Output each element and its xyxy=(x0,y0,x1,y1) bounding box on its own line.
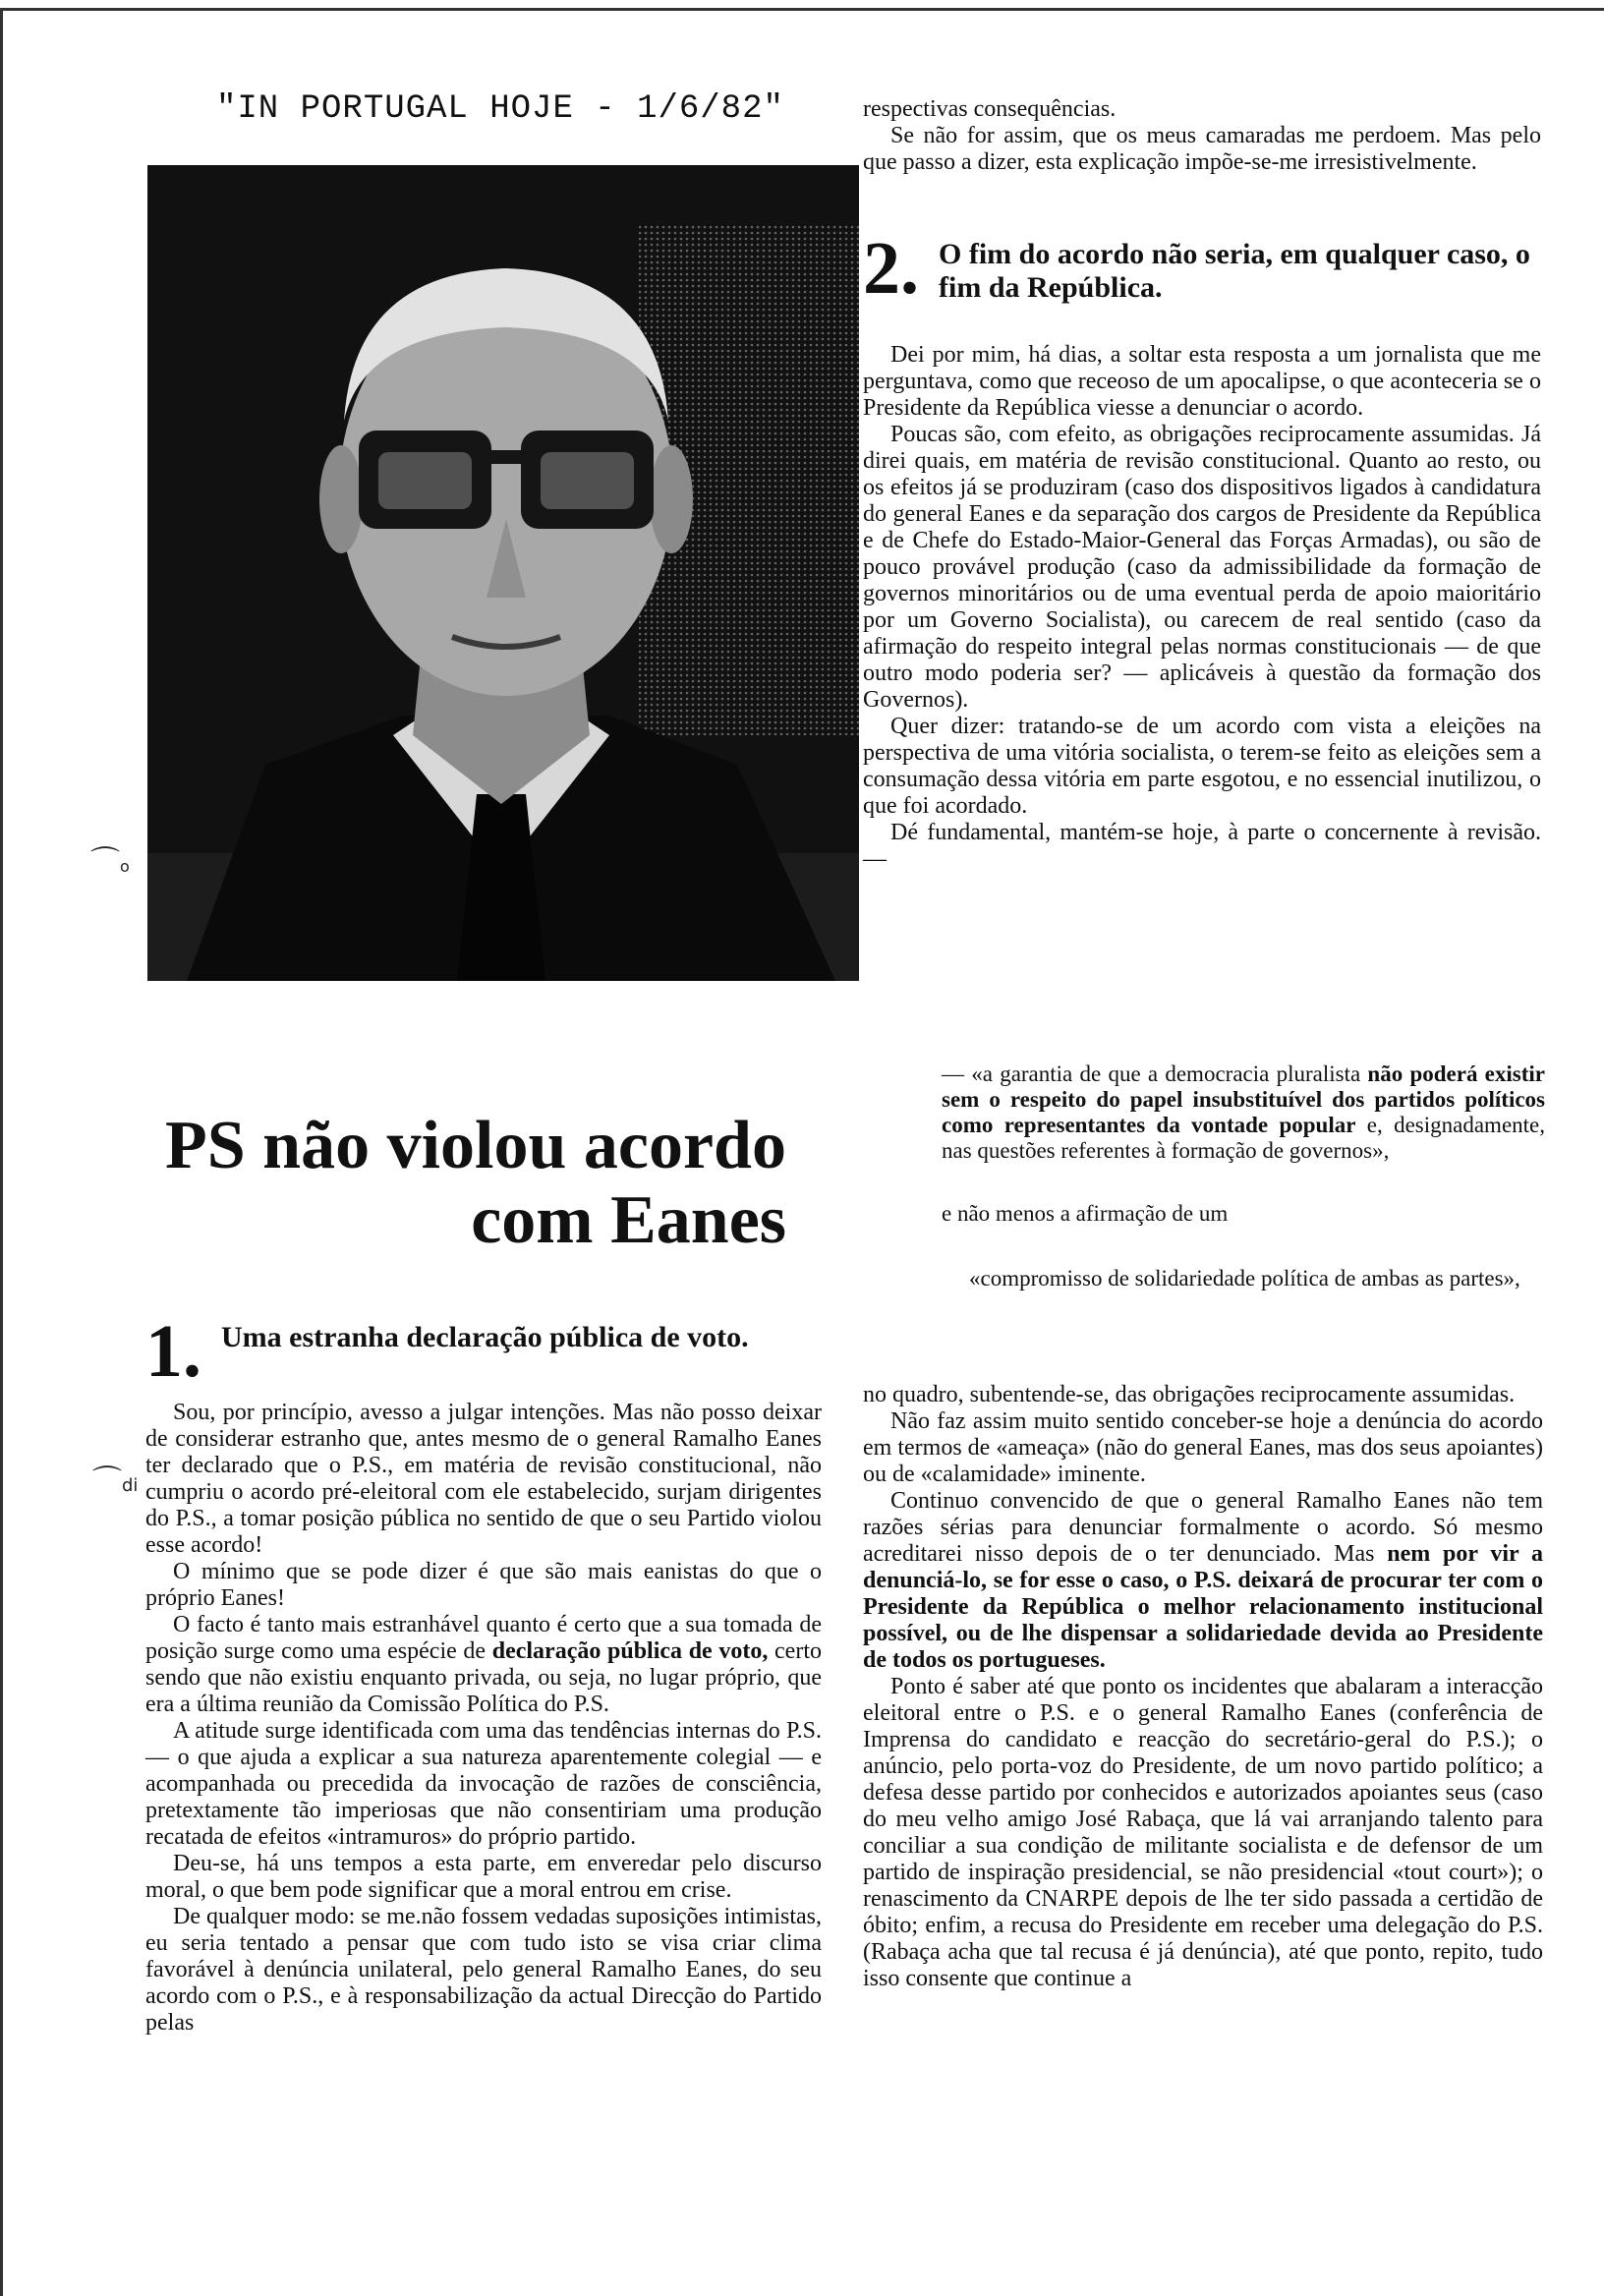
section-2-title: O fim do acordo não seria, em qualquer caso, o fim da República. xyxy=(939,238,1530,304)
margin-annotation: ⌒di xyxy=(92,1464,139,1499)
headline-line-1: PS não violou acordo xyxy=(164,1108,786,1183)
quote-2: «compromisso de solidariedade política de ambas as partes», xyxy=(969,1266,1520,1291)
right-bottom-paragraph-3 xyxy=(863,1488,1543,1674)
section-2-paragraph-1: Dei por mim, há dias, a soltar esta resposta a um jornalista que me perguntava, como que receoso de um apocalipse, o que aconteceria se o Presidente da República viesse a denunciar o acordo. xyxy=(863,342,1541,421)
photo-credit: o xyxy=(120,857,130,876)
section-2-paragraph-4: Dé fundamental, mantém-se hoje, à parte o concernente à revisão. — xyxy=(863,820,1541,872)
quote-block xyxy=(942,1062,1545,1292)
section-1-paragraph-3-a: O facto é tanto mais estranhável quanto é certo que a sua tomada de posição surge como uma espécie de xyxy=(145,1612,822,1664)
section-1-paragraph-1: Sou, por princípio, avesso a julgar intenções. Mas não posso deixar de considerar estranho que, antes mesmo de o general Ramalho Eanes ter declarado que o P.S., em matéria de revisão constitucional, não cumpriu o acordo pré-eleitoral com ele estabelecido, surjam dirigentes do P.S., a tomar posição pública no sentido de que o seu Partido violou esse acordo! xyxy=(145,1400,822,1558)
section-2-paragraph-2: Poucas são, com efeito, as obrigações reciprocamente assumidas. Já direi quais, em matéria de revisão constitucional. Quanto ao resto, ou os efeitos já se produziram (caso dos dispositivos ligados à candidatura do general Eanes e da separação dos cargos de Presidente da República e de Chefe do Estado-Maior-General das Forças Armadas), ou são de pouco provável produção (caso da admissibilidade da formação de governos minoritários ou de uma eventual perda de apoio maioritário por um Governo Socialista), ou carecem de real sentido (caso da afirmação do respeito integral pelas normas constitucionais — de que outro modo poderia ser? — aplicáveis à questão da formação dos Governos). xyxy=(863,422,1541,713)
section-1-number: 1. xyxy=(145,1310,201,1393)
right-bottom-paragraph-4: Ponto é saber até que ponto os incidentes que abalaram a interacção eleitoral entre o P.S. e o general Ramalho Eanes (conferência de Imprensa do candidato e reacção do secretário-geral do P.S.); o anúncio, pelo porta-voz do Presidente, de um novo partido político; a defesa desse partido por conhecidos e autorizados apoiantes seus (caso do meu velho amigo José Rabaça, que lá vai arranjando talento para conciliar a sua condição de militante socialista e de defensor de um partido de inspiração presidencial, se não presidencial «tout court»); o renascimento da CNARPE depois de lhe ter sido passada a certidão de óbito; enfim, a recusa do Presidente em receber uma delegação do P.S. (Rabaça acha que tal recusa é já denúncia), até que ponto, repito, tudo isso consente que continue a xyxy=(863,1674,1543,1991)
headline-line-2: com Eanes xyxy=(471,1182,786,1258)
quote-1 xyxy=(942,1062,1545,1164)
section-1-paragraph-3-bold: declaração pública de voto, xyxy=(491,1638,769,1664)
quote-connector: e não menos a afirmação de um xyxy=(942,1201,1229,1226)
section-2-number: 2. xyxy=(863,227,919,310)
page-border-top xyxy=(0,8,1604,11)
right-bottom-paragraph-2: Não faz assim muito sentido conceber-se hoje a denúncia do acordo em termos de «ameaça» (não do general Eanes, mas dos seus apoiantes) ou de «calamidade» iminente. xyxy=(863,1408,1543,1487)
quote-1-bold: não poderá existir sem o respeito do papel insubstituível dos partidos políticos como representantes da vontade popular xyxy=(942,1062,1545,1137)
right-bottom-paragraph-3-a: Continuo convencido de que o general Ramalho Eanes não tem razões sérias para denunciar formalmente o acordo. Só mesmo acreditarei nisso depois de o ter denunciado. Mas xyxy=(863,1488,1543,1567)
section-1-title: Uma estranha declaração pública de voto. xyxy=(221,1321,749,1353)
margin-annotation-text: di xyxy=(122,1475,139,1496)
portrait-illustration xyxy=(147,165,859,981)
section-1-paragraph-6: De qualquer modo: se me.não fossem vedadas suposições intimistas, eu seria tentado a pensar que com tudo isto se visa criar clima favorável à denúncia unilateral, pelo general Ramalho Eanes, do seu acordo com o P.S., e à responsabilização da actual Direcção do Partido pelas xyxy=(145,1904,822,2036)
section-2-heading xyxy=(863,227,1541,310)
right-bottom-paragraph-3-bold: nem por vir a denunciá-lo, se for esse o caso, o P.S. deixará de procurar ter com o Presidente da República o melhor relacionamento institucional possível, ou de lhe dispensar a solidariedade devida ao Presidente de todos os portugueses. xyxy=(863,1541,1543,1673)
section-1-paragraph-5: Deu-se, há uns tempos a esta parte, em enveredar pelo discurso moral, o que bem pode significar que a moral entrou em crise. xyxy=(145,1851,822,1903)
section-2-paragraph-3: Quer dizer: tratando-se de um acordo com vista a eleições na perspectiva de uma vitória socialista, o terem-se feito as eleições sem a consumação dessa vitória em parte esgotou, e no essencial inutilizou, o que foi acordado. xyxy=(863,714,1541,819)
quote-1-a: — «a garantia de que a democracia pluralista xyxy=(942,1062,1368,1086)
photo-credit-mark: ⌒o xyxy=(90,845,130,880)
section-2-body xyxy=(863,342,1541,873)
quote-1-c: e, designadamente, nas questões referentes à formação de governos», xyxy=(942,1113,1545,1163)
right-column-top xyxy=(863,96,1541,176)
section-1-paragraph-2: O mínimo que se pode dizer é que são mais eanistas do que o próprio Eanes! xyxy=(145,1559,822,1611)
section-1-body xyxy=(145,1400,822,2037)
page-border-left xyxy=(0,8,3,2296)
section-1-heading xyxy=(145,1310,824,1393)
article-headline xyxy=(147,1109,786,1258)
right-top-paragraph-1: respectivas consequências. xyxy=(863,96,1117,122)
right-top-paragraph-2: Se não for assim, que os meus camaradas me perdoem. Mas pelo que passo a dizer, esta explicação impõe-se-me irresistivelmente. xyxy=(863,123,1541,175)
page-header: "IN PORTUGAL HOJE - 1/6/82" xyxy=(216,90,784,128)
section-1-paragraph-4: A atitude surge identificada com uma das tendências internas do P.S. — o que ajuda a explicar a sua natureza aparentemente colegial — e acompanhada ou precedida da invocação de razões de consciência, pretextamente tão imperiosas que não consentiriam uma produção recatada de efeitos «intramuros» do próprio partido. xyxy=(145,1718,822,1850)
portrait-photo xyxy=(147,165,859,981)
right-column-bottom xyxy=(863,1382,1543,1992)
section-1-paragraph-3 xyxy=(145,1612,822,1718)
section-1-paragraph-3-c: certo sendo que não existiu enquanto privada, ou seja, no lugar próprio, que era a última reunião da Comissão Política do P.S. xyxy=(145,1638,822,1717)
right-bottom-paragraph-1: no quadro, subentende-se, das obrigações reciprocamente assumidas. xyxy=(863,1382,1516,1407)
